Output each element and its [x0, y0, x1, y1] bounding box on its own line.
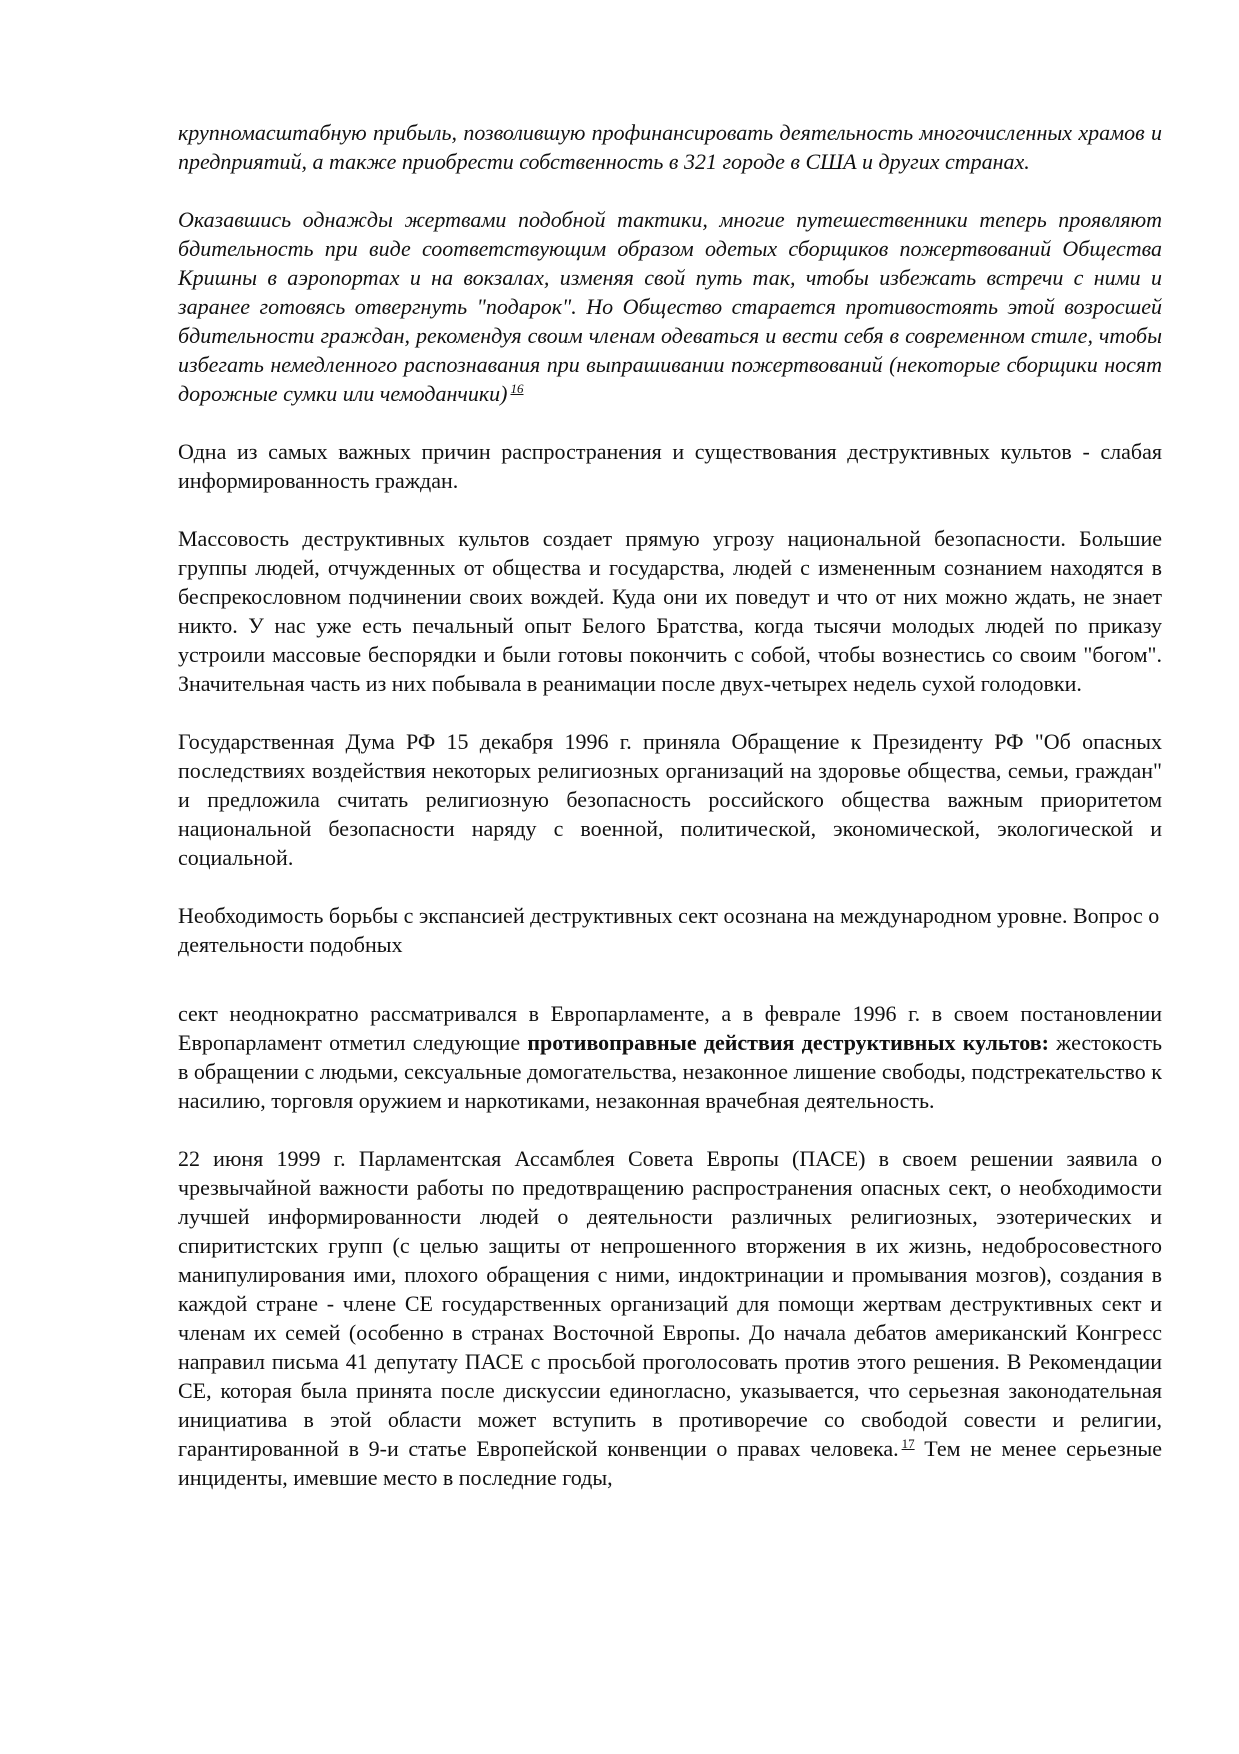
paragraph-7-text-b: жестокость в обращении с людьми, сексуальные домогательства, незаконное лишение свободы, подстрекательство к насилию, торговля оружием и наркотиками, незаконная врачебная деятельность. — [178, 1030, 1162, 1113]
paragraph-7 — [178, 999, 1162, 1115]
paragraph-1-text: крупномасштабную прибыль, позволившую профинансировать деятельность многочисленных храмов и предприятий, а также приобрести собственность в 321 городе в США и других странах. — [178, 120, 1162, 174]
paragraph-7-bold-text: противоправные действия деструктивных культов: — [527, 1030, 1049, 1055]
paragraph-8-text-a: 22 июня 1999 г. Парламентская Ассамблея Совета Европы (ПАСЕ) в своем решении заявила о чрезвычайной важности работы по предотвращению распространения опасных сект, о необходимости лучшей информированности людей о деятельности различных религиозных, эзотерических и спиритистских групп (с целью защиты от непрошенного вторжения в их жизнь, недобросовестного манипулирования ими, плохого обращения с ними, индоктринации и промывания мозгов), создания в каждой стране - члене СЕ государственных организаций для помощи жертвам деструктивных сект и членам их семей (особенно в странах Восточной Европы. До начала дебатов американский Конгресс направил письма 41 депутату ПАСЕ с просьбой проголосовать против этого решения. В Рекомендации СЕ, которая была принята после дискуссии единогласно, указывается, что серьезная законодательная инициатива в этой области может вступить в противоречие со свободой совести и религии, гарантированной в 9-и статье Европейской конвенции о правах человека. — [178, 1146, 1162, 1461]
paragraph-4 — [178, 524, 1162, 698]
paragraph-2-text: Оказавшись однажды жертвами подобной тактики, многие путешественники теперь проявляют бдительность при виде соответствующим образом одетых сборщиков пожертвований Общества Кришны в аэропортах и на вокзалах, изменяя свой путь так, чтобы избежать встречи с ними и заранее готовясь отвергнуть "подарок". Но Общество старается противостоять этой возросшей бдительности граждан, рекомендуя своим членам одеваться и вести себя в современном стиле, чтобы избегать немедленного распознавания при выпрашивании пожертвований (некоторые сборщики носят дорожные сумки или чемоданчики) — [178, 207, 1162, 406]
paragraph-3-text: Одна из самых важных причин распространения и существования деструктивных культов - слабая информированность граждан. — [178, 439, 1162, 493]
paragraph-5 — [178, 727, 1162, 872]
paragraph-7-text-a: сект неоднократно рассматривался в Европарламенте, а в феврале 1996 г. в своем постановлении Европарламент отметил следующие — [178, 1001, 1162, 1055]
paragraph-8 — [178, 1144, 1162, 1492]
footnote-ref-17[interactable]: 17 — [901, 1435, 915, 1451]
footnote-ref-16[interactable]: 16 — [510, 380, 524, 396]
paragraph-1 — [178, 118, 1162, 176]
paragraph-6-text: Необходимость борьбы с экспансией деструктивных сект осознана на международном уровне. Вопрос о деятельности подобных — [178, 903, 1160, 957]
paragraph-6 — [178, 901, 1162, 959]
paragraph-4-text: Массовость деструктивных культов создает прямую угрозу национальной безопасности. Большие группы людей, отчужденных от общества и государства, людей с измененным сознанием находятся в беспрекословном подчинении своих вождей. Куда они их поведут и что от них можно ждать, не знает никто. У нас уже есть печальный опыт Белого Братства, когда тысячи молодых людей по приказу устроили массовые беспорядки и были готовы покончить с собой, чтобы вознестись со своим "богом". Значительная часть из них побывала в реанимации после двух-четырех недель сухой голодовки. — [178, 526, 1162, 696]
paragraph-2 — [178, 205, 1162, 408]
paragraph-3 — [178, 437, 1162, 495]
paragraph-8-text-b: Тем не менее серьезные инциденты, имевшие место в последние годы, — [178, 1436, 1163, 1490]
paragraph-5-text: Государственная Дума РФ 15 декабря 1996 г. приняла Обращение к Президенту РФ "Об опасных последствиях воздействия некоторых религиозных организаций на здоровье общества, семьи, граждан" и предложила считать религиозную безопасность российского общества важным приоритетом национальной безопасности наряду с военной, политической, экономической, экологической и социальной. — [178, 729, 1162, 870]
document-page — [178, 118, 1162, 1521]
